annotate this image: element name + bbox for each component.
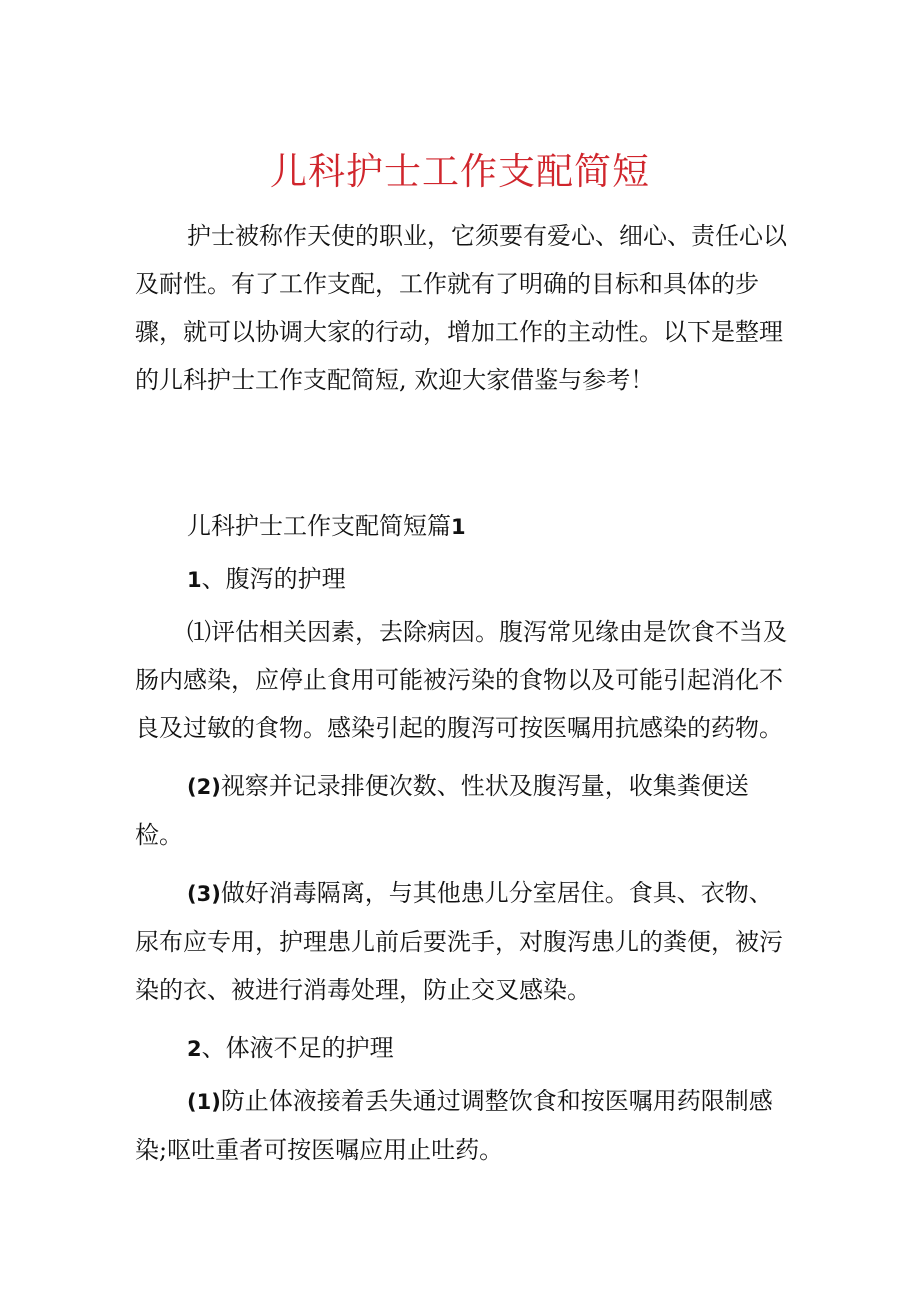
- heading-number: 2: [187, 1037, 202, 1061]
- section-heading-text: 儿科护士工作支配简短篇: [187, 512, 451, 540]
- item-number: (1): [187, 1090, 221, 1114]
- paragraph-item-4: [135, 1077, 795, 1174]
- section-heading: [135, 502, 795, 551]
- item-number: (2): [187, 775, 221, 799]
- heading-text: 、体液不足的护理: [201, 1034, 394, 1062]
- intro-section: [135, 212, 795, 404]
- content-section: [135, 502, 795, 1184]
- heading-text: 、腹泻的护理: [201, 565, 346, 593]
- paragraph-item-1: ⑴评估相关因素，去除病因。腹泻常见缘由是饮食不当及肠内感染，应停止食用可能被污染的食物以及可能引起消化不良及过敏的食物。感染引起的腹泻可按医嘱用抗感染的药物。: [135, 618, 787, 742]
- document-title: 儿科护士工作支配简短: [270, 150, 650, 193]
- item-text: 视察并记录排便次数、性状及腹泻量，收集粪便送检。: [135, 772, 749, 849]
- section-heading-number: 1: [451, 515, 466, 539]
- paragraph-item-2: [135, 762, 795, 859]
- heading-number: 1: [187, 568, 202, 592]
- heading-diarrhea-care: [135, 555, 795, 604]
- item-text: 做好消毒隔离，与其他患儿分室居住。食具、衣物、尿布应专用，护理患儿前后要洗手，对腹泻患儿的粪便，被污染的衣、被进行消毒处理，防止交叉感染。: [135, 879, 783, 1004]
- item-text: 防止体液接着丢失通过调整饮食和按医嘱用药限制感染;呕吐重者可按医嘱应用止吐药。: [135, 1087, 773, 1164]
- heading-fluid-deficit-care: [135, 1024, 795, 1073]
- paragraph-item-3: [135, 869, 795, 1014]
- intro-paragraph: 护士被称作天使的职业，它须要有爱心、细心、责任心以及耐性。有了工作支配，工作就有了明确的目标和具体的步骤，就可以协调大家的行动，增加工作的主动性。以下是整理的儿科护士工作支配简短, 欢迎大家借鉴与参考！: [135, 222, 787, 394]
- item-number: (3): [187, 882, 221, 906]
